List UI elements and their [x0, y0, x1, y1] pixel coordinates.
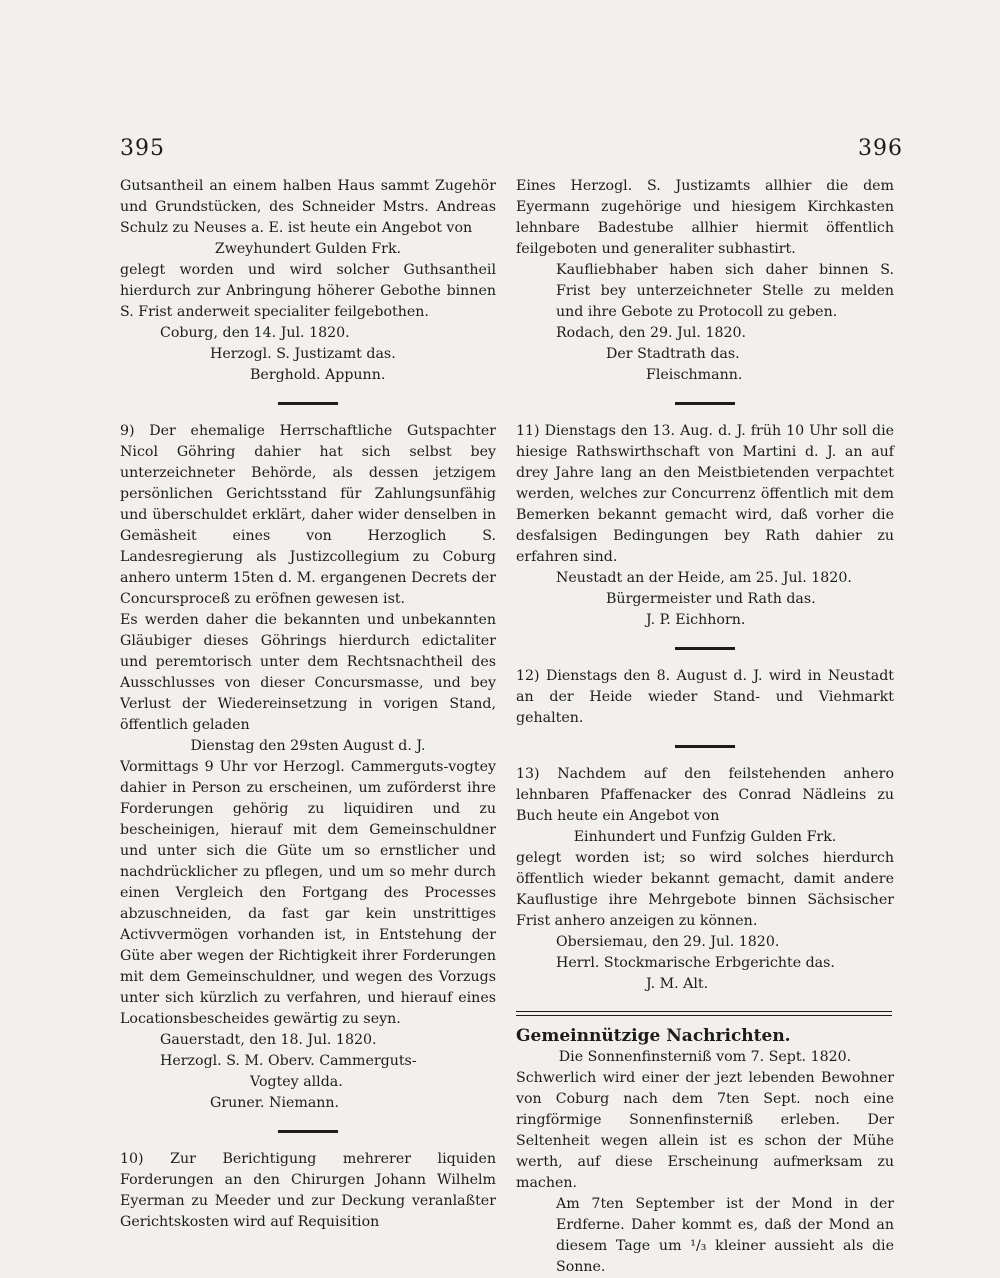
separator-rule — [278, 402, 338, 405]
notice-12-text: 12) Dienstags den 8. August d. J. wird in Neustadt an der Heide wieder Stand- und Viehmarkt gehalten. — [516, 668, 894, 726]
separator-rule — [675, 647, 735, 650]
section-heading: Gemeinnützige Nachrichten. — [516, 1026, 791, 1046]
notice-13-amount: Einhundert und Funfzig Gulden Frk. — [573, 829, 837, 845]
notice-9-signers: Gruner. Niemann. — [210, 1095, 340, 1111]
notice-8-amount: Zweyhundert Gulden Frk. — [214, 241, 402, 257]
notice-10-authority: Der Stadtrath das. — [606, 346, 740, 362]
separator-rule — [278, 1130, 338, 1133]
notice-9-authority-2: Vogtey allda. — [250, 1074, 343, 1090]
notice-8-signers: Berghold. Appunn. — [250, 367, 386, 383]
section-double-rule — [516, 1011, 892, 1016]
notice-9-date-line: Dienstag den 29sten August d. J. — [190, 738, 426, 754]
notice-10-cont-text: Eines Herzogl. S. Justizamts allhier die dem Eyermann zugehörige und hiesigem Kirchkasten lehnbare Badestube allhier hiermit öffentlich feilgeboten und generaliter subhastirt. — [516, 178, 894, 257]
notice-10-cont-text-2: Kaufliebhaber haben sich daher binnen S. Frist bey unterzeichneter Stelle zu melden und ihre Gebote zu Protocoll zu geben. — [556, 262, 894, 320]
section-para-2: Am 7ten September ist der Mond in der Erdferne. Daher kommt es, daß der Mond an diesem Tage um ¹/₃ kleiner aussieht als die Sonne. — [556, 1196, 894, 1275]
notice-10-signers: Fleischmann. — [646, 367, 743, 383]
notice-11-authority: Bürgermeister und Rath das. — [606, 591, 816, 607]
notice-13-signers: J. M. Alt. — [646, 976, 709, 992]
separator-rule — [675, 402, 735, 405]
notice-10-place-date: Rodach, den 29. Jul. 1820. — [556, 325, 747, 341]
left-column — [120, 176, 496, 1233]
notice-10-text: 10) Zur Berichtigung mehrerer liquiden Forderungen an den Chirurgen Johann Wilhelm Eyerman zu Meeder und zur Deckung veranlaßter Gerichtskosten wird auf Requisition — [120, 1151, 496, 1230]
section-subheading: Die Sonnenfinsterniß vom 7. Sept. 1820. — [558, 1049, 852, 1065]
notice-9-authority: Herzogl. S. M. Oberv. Cammerguts- — [160, 1053, 417, 1069]
notice-13-text-2: gelegt worden ist; so wird solches hierdurch öffentlich wieder bekannt gemacht, damit andere Kauflustige ihre Mehrgebote binnen Sächsischer Frist anhero anzeigen zu können. — [516, 850, 894, 929]
notice-11-place-date: Neustadt an der Heide, am 25. Jul. 1820. — [556, 570, 852, 586]
section-para-1: Schwerlich wird einer der jezt lebenden Bewohner von Coburg nach dem 7ten Sept. noch eine ringförmige Sonnenfinsterniß erleben. Der Seltenheit wegen allein ist es schon der Mühe werth, auf diese Erscheinung aufmerksam zu machen. — [516, 1070, 894, 1191]
notice-8-authority: Herzogl. S. Justizamt das. — [210, 346, 396, 362]
notice-13-authority: Herrl. Stockmarische Erbgerichte das. — [556, 955, 835, 971]
notice-9-para-1: 9) Der ehemalige Herrschaftliche Gutspachter Nicol Göhring dahier hat sich selbst bey unterzeichneter Behörde, als dessen jetzigem persönlichen Gerichtsstand für Zahlungsunfähig und überschuldet erklärt, daher wider denselben in Gemäsheit eines von Herzoglich S. Landesregierung als Justizcollegium zu Coburg anhero unterm 15ten d. M. ergangenen Decrets der Concursproceß zu eröfnen gewesen ist. — [120, 423, 496, 607]
notice-9-place-date: Gauerstadt, den 18. Jul. 1820. — [160, 1032, 377, 1048]
notice-8-text-2: gelegt worden und wird solcher Guthsantheil hierdurch zur Anbringung höherer Gebothe binnen S. Frist anderweit specialiter feilgebothen. — [120, 262, 496, 320]
separator-rule — [675, 745, 735, 748]
notice-9-para-3: Vormittags 9 Uhr vor Herzogl. Cammerguts-vogtey dahier in Person zu erscheinen, um zuförderst ihre Forderungen gehörig zu liquidiren und zu bescheinigen, hierauf mit dem Gemeinschuldner und unter sich die Güte um so ernstlicher und nachdrücklicher zu pflegen, und um so mehr durch einen Vergleich den Fortgang des Processes abzuschneiden, da fast gar kein unstrittiges Activvermögen vorhanden ist, in Entstehung der Güte aber wegen der Richtigkeit ihrer Forderungen mit dem Gemeinschuldner, und wegen des Vorzugs unter sich kürzlich zu verfahren, und hierauf eines Locationsbescheides gewärtig zu seyn. — [120, 759, 496, 1027]
page-number-right: 396 — [858, 136, 903, 161]
notice-11-signers: J. P. Eichhorn. — [646, 612, 746, 628]
notice-9-para-2: Es werden daher die bekannten und unbekannten Gläubiger dieses Göhrings hierdurch edictaliter und peremtorisch unter dem Rechtsnachtheil des Ausschlusses von dieser Concursmasse, und bey Verlust der Wiedereinsetzung in vorigen Stand, öffentlich geladen — [120, 612, 496, 733]
notice-8-text: Gutsantheil an einem halben Haus sammt Zugehör und Grundstücken, des Schneider Mstrs. Andreas Schulz zu Neuses a. E. ist heute ein Angebot von — [120, 178, 496, 236]
notice-11-text: 11) Dienstags den 13. Aug. d. J. früh 10 Uhr soll die hiesige Rathswirthschaft von Martini d. J. an auf drey Jahre lang an den Meistbietenden verpachtet werden, welches zur Concurrenz öffentlich mit dem Bemerken bekannt gemacht wird, daß vorher die desfalsigen Bedingungen bey Rath dahier zu erfahren sind. — [516, 423, 894, 565]
notice-13-place-date: Obersiemau, den 29. Jul. 1820. — [556, 934, 780, 950]
notice-13-text: 13) Nachdem auf den feilstehenden anhero lehnbaren Pfaffenacker des Conrad Nädleins zu Buch heute ein Angebot von — [516, 766, 894, 824]
right-column — [516, 176, 894, 1278]
page-number-left: 395 — [120, 136, 165, 161]
notice-8-place-date: Coburg, den 14. Jul. 1820. — [160, 325, 350, 341]
